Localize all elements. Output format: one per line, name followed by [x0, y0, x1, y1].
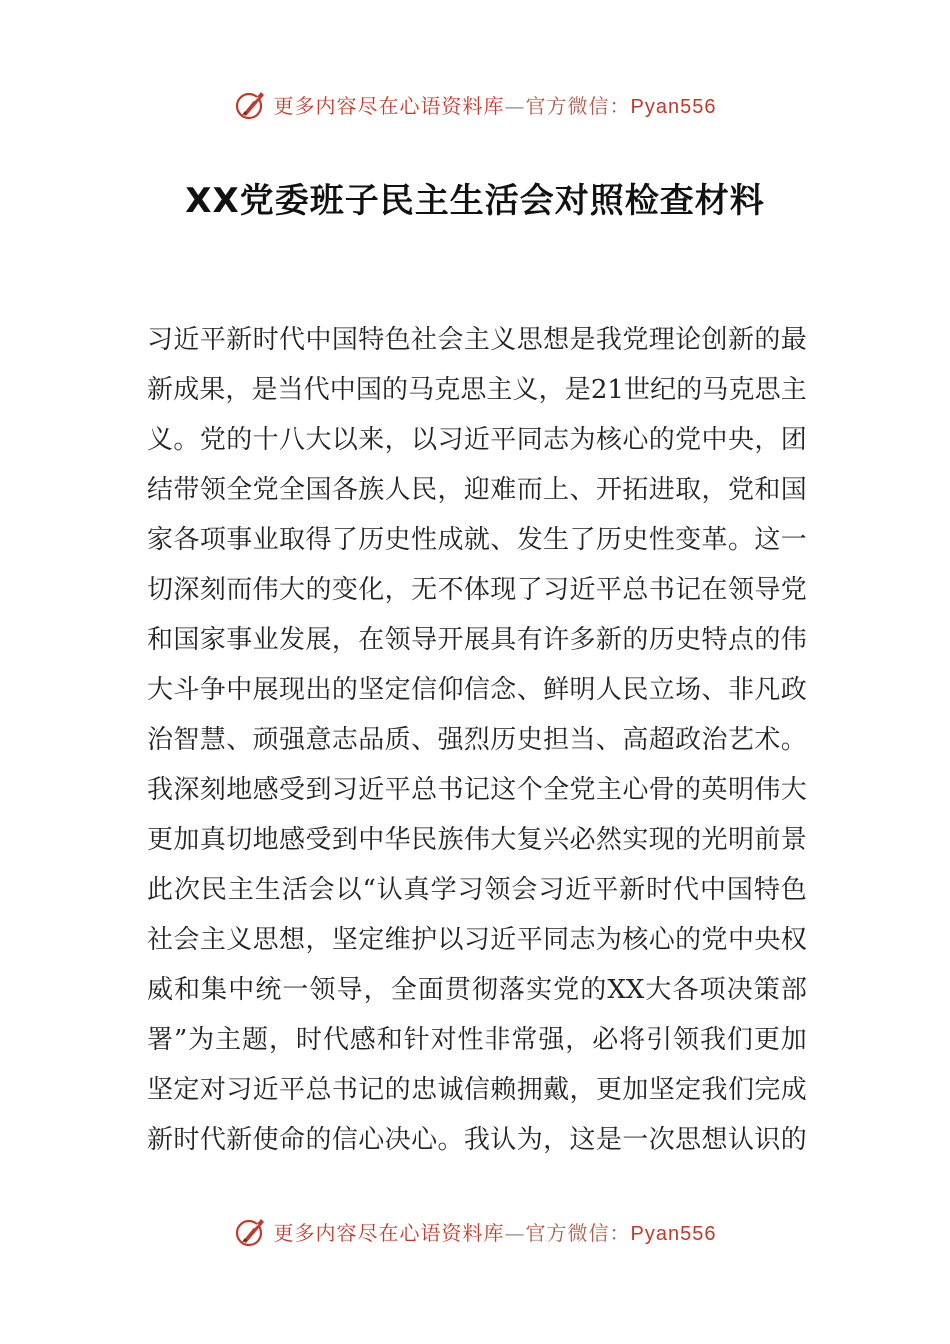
document-body — [147, 315, 807, 1165]
footer-banner — [0, 1213, 950, 1249]
body-line: 坚 定 对 习 近 平 总 书 记 的 忠 诚 信 赖 拥 戴 ， 更 加 坚 定 我 们 完 成 — [147, 1075, 807, 1105]
quill-pen-logo-icon — [234, 87, 268, 121]
footer-banner-dash: — — [504, 1220, 526, 1245]
footer-banner-text — [274, 1217, 717, 1246]
header-banner-dash: — — [504, 93, 526, 118]
body-line: 义 。 党 的 十 八 大 以 来 ， 以 习 近 平 同 志 为 核 心 的 党 中 央 ， 团 — [147, 425, 807, 455]
body-line: 社 会 主 义 思 想 ， 坚 定 维 护 以 习 近 平 同 志 为 核 心 的 党 中 央 权 — [147, 925, 807, 955]
body-line: 新 时 代 新 使 命 的 信 心 决 心 。 我 认 为 ， 这 是 一 次 思 想 认 识 的 — [147, 1125, 807, 1155]
footer-banner-wechat-label: 官方微信： — [525, 1220, 631, 1245]
body-line: 切 深 刻 而 伟 大 的 变 化 ， 无 不 体 现 了 习 近 平 总 书 记 在 领 导 党 — [147, 575, 807, 605]
document-title: XX党委班子民主生活会对照检查材料 — [185, 181, 765, 221]
header-banner-wechat-id: Pyan556 — [630, 95, 717, 118]
body-line: 此 次 民 主 生 活 会 以 “ 认 真 学 习 领 会 习 近 平 新 时 代 中 国 特 色 — [147, 875, 807, 905]
header-banner-text — [274, 90, 717, 119]
body-line: 家 各 项 事 业 取 得 了 历 史 性 成 就 、 发 生 了 历 史 性 变 革 。 这 一 — [147, 525, 807, 555]
header-banner-wechat-label: 官方微信： — [525, 93, 631, 118]
footer-banner-wechat-id: Pyan556 — [630, 1222, 717, 1245]
body-line: 习 近 平 新 时 代 中 国 特 色 社 会 主 义 思 想 是 我 党 理 论 创 新 的 最 — [147, 325, 807, 355]
body-line: 更 加 真 切 地 感 受 到 中 华 民 族 伟 大 复 兴 必 然 实 现 的 光 明 前 景 — [147, 825, 807, 855]
body-line: 结 带 领 全 党 全 国 各 族 人 民 ， 迎 难 而 上 、 开 拓 进 取 ， 党 和 国 — [147, 475, 807, 505]
body-line: 大 斗 争 中 展 现 出 的 坚 定 信 仰 信 念 、 鲜 明 人 民 立 场 、 非 凡 政 — [147, 675, 807, 705]
body-line: 新 成 果 ， 是 当 代 中 国 的 马 克 思 主 义 ， 是 21 世 纪 的 马 克 思 主 — [147, 375, 807, 405]
body-line: 治 智 慧 、 顽 强 意 志 品 质 、 强 烈 历 史 担 当 、 高 超 政 治 艺 术 。 — [147, 725, 807, 755]
header-banner-main: 更多内容尽在心语资料库 — [273, 93, 505, 118]
body-line: 和 国 家 事 业 发 展 ， 在 领 导 开 展 具 有 许 多 新 的 历 史 特 点 的 伟 — [147, 625, 807, 655]
header-banner — [0, 86, 950, 122]
body-line: 威 和 集 中 统 一 领 导 ， 全 面 贯 彻 落 实 党 的 XX 大 各 项 决 策 部 — [147, 975, 807, 1005]
body-line: 署 ” 为 主 题 ， 时 代 感 和 针 对 性 非 常 强 ， 必 将 引 领 我 们 更 加 — [147, 1025, 807, 1055]
footer-banner-main: 更多内容尽在心语资料库 — [273, 1220, 505, 1245]
body-line: 我 深 刻 地 感 受 到 习 近 平 总 书 记 这 个 全 党 主 心 骨 的 英 明 伟 大 — [147, 775, 807, 805]
quill-pen-logo-icon — [234, 1214, 268, 1248]
